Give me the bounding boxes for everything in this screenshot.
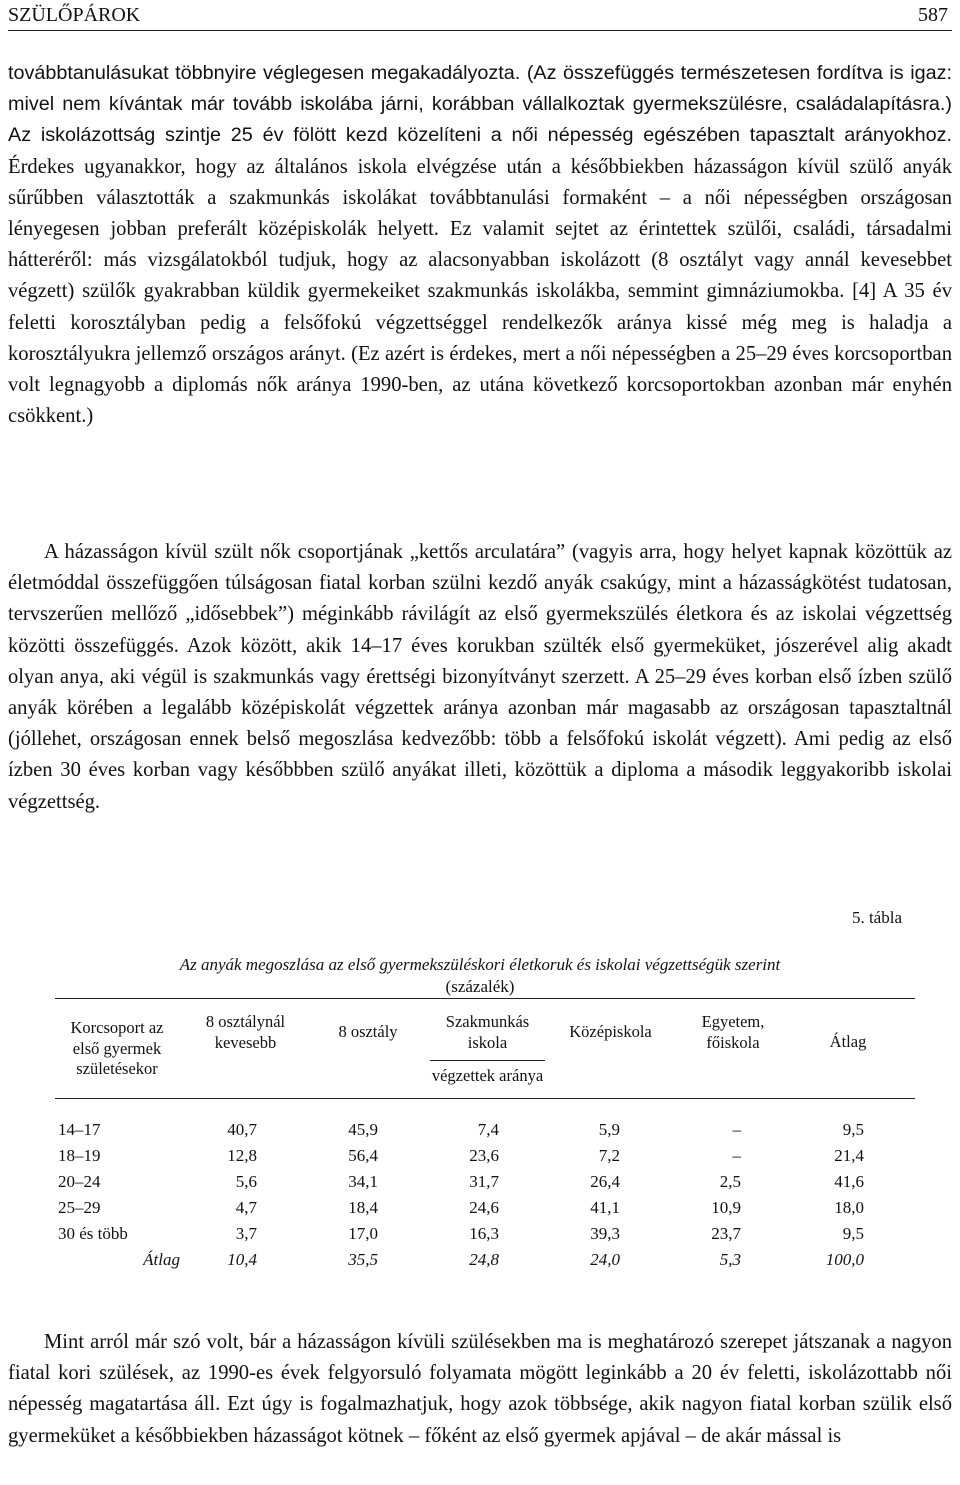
cell-value: 45,9 — [348, 1120, 378, 1139]
column-header-6: Átlag — [829, 1032, 867, 1051]
table-top-rule — [55, 998, 915, 999]
group-rule — [430, 1060, 545, 1061]
column-header-1: 8 osztálynál kevesebb — [205, 1012, 286, 1052]
table-header-rule — [55, 1098, 915, 1099]
cell-value: 9,5 — [842, 1224, 864, 1243]
column-header-5: Egyetem, főiskola — [701, 1012, 765, 1052]
group-label: végzettek aránya — [431, 1066, 544, 1085]
paragraph-3-text: Mint arról már szó volt, bár a házasságon kívüli szülésekben ma is meghatározó szerepet játszanak a nagyon fiatal kori szülések, az 1990-es évek felgyorsuló folyamata mögött leginkább a 20 év feletti, iskolázottabb női népesség magatartása áll. Ezt úgy is fogalmazhatjuk, hogy azok többsége, akik nagyon fiatal korban szülik első gyermeküket a későbbiekben házasságot kötnek – főként az első gyermek apjával – de akár mással is — [8, 1331, 952, 1447]
table-caption: Az anyák megoszlása az első gyermekszüléskori életkoruk és iskolai végzettségük szerint — [179, 955, 781, 974]
running-header — [8, 0, 952, 31]
cell-value: 24,8 — [469, 1250, 499, 1269]
paragraph-1 — [8, 58, 952, 432]
paragraph-1-part-1: továbbtanulásukat többnyire véglegesen megakadályozta. (Az összefüggés természetesen fordítva is igaz: mivel nem kívántak már tovább iskolába járni, korábban vállalkoztak gyermekszülésre, családalapításra.) Az iskolázottság szintje 25 év fölött kezd közelíteni a női népesség egészében tapasztalt arányokhoz. — [8, 62, 952, 147]
cell-value: 35,5 — [348, 1250, 378, 1269]
table-unit: (százalék) — [445, 977, 515, 996]
cell-value: 40,7 — [227, 1120, 257, 1139]
cell-value: 9,5 — [842, 1120, 864, 1139]
row-age: 25–29 — [58, 1198, 101, 1217]
table-row-average — [0, 1250, 960, 1274]
cell-value: 10,9 — [711, 1198, 741, 1217]
column-header-3: Szakmunkás iskola — [445, 1012, 530, 1052]
row-age: 18–19 — [58, 1146, 101, 1165]
column-header-2: 8 osztály — [338, 1022, 398, 1041]
row-age: 20–24 — [58, 1172, 101, 1191]
cell-value: 16,3 — [469, 1224, 499, 1243]
paragraph-1-part-2: Érdekes ugyanakkor, hogy az általános iskola elvégzése után a későbbiekben házasságon kívül szülő anyák sűrűbben választották a szakmunkás iskolákat továbbtanulási formaként – a női népességben országosan lényegesen jobban preferált középiskolák helyett. Ez valamit sejtet az érintettek szülői, családi, társadalmi hátteréről: más vizsgálatokból tudjuk, hogy az alacsonyabban iskolázott (8 osztályt vagy annál kevesebbet végzett) szülők gyakrabban küldik gyermekeiket szakmunkás iskolákba, semmint gimnáziumokba. [4] A 35 év feletti korosztályban pedig a felsőfokú végzettséggel rendelkezők aránya kissé még meg is haladja a korosztályukra jellemző országos arányt. (Ez azért is érdekes, mert a női népességben a 25–29 éves korcsoportban volt legnagyobb a diplomás nők aránya 1990-ben, az utána következő korcsoportokban azonban már enyhén csökkent.) — [8, 155, 952, 428]
table-row — [0, 1224, 960, 1248]
cell-value: 18,4 — [348, 1198, 378, 1217]
cell-value: 5,3 — [719, 1250, 741, 1269]
cell-value: 100,0 — [825, 1250, 864, 1269]
table-label: 5. tábla — [851, 908, 902, 927]
cell-value: 41,6 — [834, 1172, 864, 1191]
cell-value: 18,0 — [834, 1198, 864, 1217]
running-title: SZÜLŐPÁROK — [8, 4, 141, 26]
table-row — [0, 1198, 960, 1222]
cell-value: 7,4 — [477, 1120, 499, 1139]
cell-value: 26,4 — [590, 1172, 620, 1191]
cell-value: 24,0 — [590, 1250, 620, 1269]
page-number: 587 — [918, 4, 948, 26]
cell-value: 7,2 — [598, 1146, 620, 1165]
row-age: 30 és több — [58, 1224, 128, 1243]
cell-value: 3,7 — [235, 1224, 257, 1243]
paragraph-2 — [8, 537, 952, 818]
table-row — [0, 1146, 960, 1170]
column-header-4: Középiskola — [569, 1022, 652, 1041]
cell-value: 24,6 — [469, 1198, 499, 1217]
row-age: Átlag — [143, 1250, 180, 1269]
cell-value: – — [732, 1146, 741, 1165]
paragraph-2-text: A házasságon kívül szült nők csoportjának „kettős arculatára” (vagyis arra, hogy helyet kapnak közöttük az életmóddal összefüggően túlságosan fiatal korban szülni kezdő anyák csakúgy, mint a házasságkötést tudatosan, tervszerűen mellőző „idősebbek”) méginkább rávilágít az első gyermekszülés életkora és az iskolai végzettség közötti összefüggés. Azok között, akik 14–17 éves korukban szülték első gyermeküket, jószerével alig akadt olyan anya, aki végül is szakmunkás vagy érettségi bizonyítványt szerzett. A 25–29 éves korban első ízben szülő anyák körében a legalább középiskolát végzettek aránya azonban már magasabb az országosan tapasztaltnál (jóllehet, országosan ennek belső megoszlása kedvezőbb: több a felsőfokú iskolát végzett). Ami pedig az első ízben 30 éves korban vagy későbbben szülő anyákat illeti, közöttük a diploma a második leggyakoribb iskolai végzettség. — [8, 541, 952, 813]
cell-value: 34,1 — [348, 1172, 378, 1191]
cell-value: 21,4 — [834, 1146, 864, 1165]
row-header-label: Korcsoport az első gyermek születésekor — [70, 1018, 164, 1078]
cell-value: 56,4 — [348, 1146, 378, 1165]
cell-value: 23,7 — [711, 1224, 741, 1243]
cell-value: 39,3 — [590, 1224, 620, 1243]
cell-value: 12,8 — [227, 1146, 257, 1165]
cell-value: 10,4 — [227, 1250, 257, 1269]
cell-value: 5,6 — [235, 1172, 257, 1191]
cell-value: 4,7 — [235, 1198, 257, 1217]
cell-value: – — [732, 1120, 741, 1139]
row-age: 14–17 — [58, 1120, 101, 1139]
table-row — [0, 1172, 960, 1196]
cell-value: 41,1 — [590, 1198, 620, 1217]
cell-value: 2,5 — [719, 1172, 741, 1191]
cell-value: 31,7 — [469, 1172, 499, 1191]
paragraph-3 — [8, 1327, 952, 1452]
table-row — [0, 1120, 960, 1144]
cell-value: 17,0 — [348, 1224, 378, 1243]
cell-value: 23,6 — [469, 1146, 499, 1165]
cell-value: 5,9 — [598, 1120, 620, 1139]
